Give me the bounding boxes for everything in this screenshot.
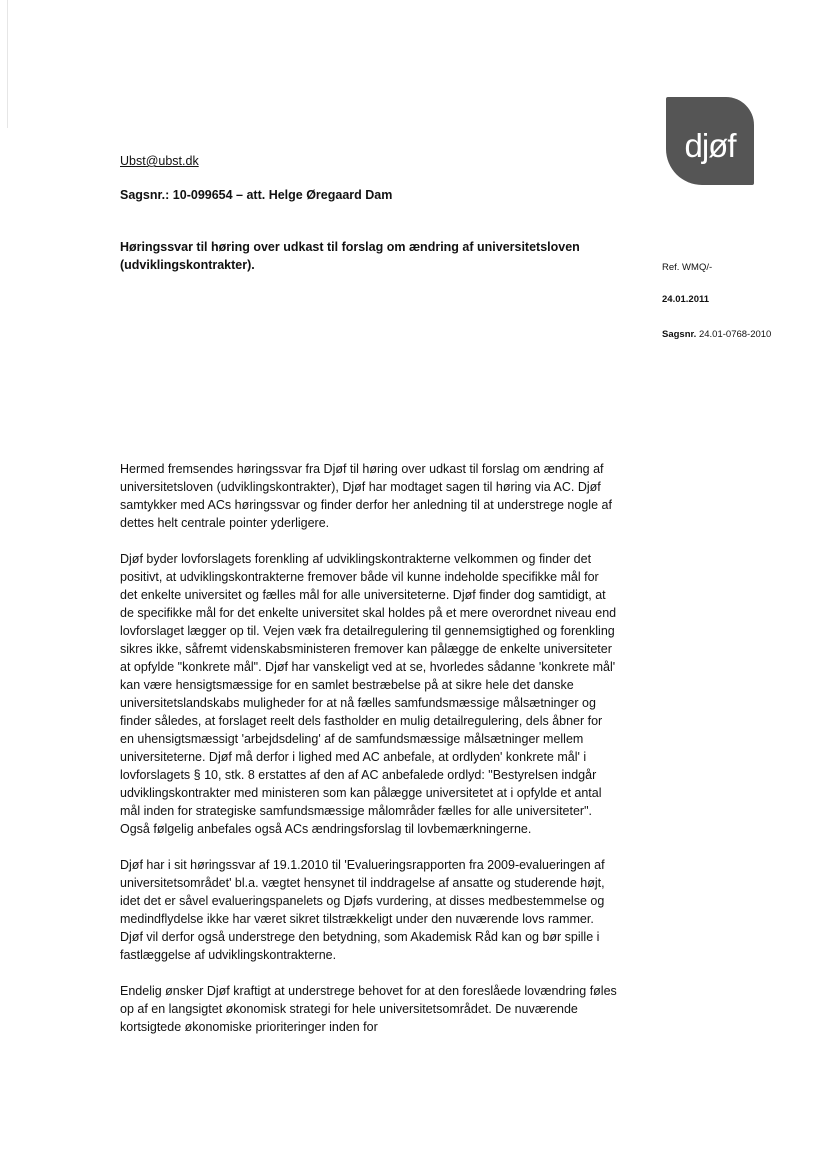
meta-sagsnr-label: Sagsnr. <box>662 329 697 340</box>
djof-logo <box>666 97 754 185</box>
letter-body <box>120 460 618 1054</box>
meta-sagsnr-value: 24.01-0768-2010 <box>698 329 772 340</box>
meta-ref: Ref. WMQ/- <box>662 262 713 273</box>
letter-subject: Høringssvar til høring over udkast til forslag om ændring af universitetsloven (udviklingskontrakter). <box>120 240 580 272</box>
body-paragraph-3: Djøf har i sit høringssvar af 19.1.2010 til 'Evalueringsrapporten fra 2009-evalueringen af universitetsområdet' bl.a. vægtet hensynet til inddragelse af ansatte og studerende højt, idet det er såvel evalueringspanelets og Djøfs vurdering, at disses medbestemmelse og medindflydelse ikke har været sikret tilstrækkeligt under den nuværende lovs rammer. Djøf vil derfor også understrege den betydning, som Akademisk Råd kan og bør spille i fastlæggelse af udviklingskontrakterne. <box>120 858 605 962</box>
meta-date: 24.01.2011 <box>662 294 710 305</box>
logo-text: djøf <box>684 127 736 164</box>
recipient-email[interactable]: Ubst@ubst.dk <box>120 154 199 168</box>
meta-sagsnr <box>662 329 771 340</box>
body-paragraph-1: Hermed fremsendes høringssvar fra Djøf til høring over udkast til forslag om ændring af universitetsloven (udviklingskontrakter), Djøf har modtaget sagen til høring via AC. Djøf samtykker med ACs høringssvar og finder derfor her anledning til at understrege nogle af dettes helt centrale pointer yderligere. <box>120 462 612 530</box>
body-paragraph-4: Endelig ønsker Djøf kraftigt at understrege behovet for at den foreslåede lovændring føles op af en langsigtet økonomisk strategi for hele universitetsområdet. De nuværende kortsigtede økonomiske prioriteringer inden for <box>120 984 617 1034</box>
scan-edge-line <box>7 0 8 128</box>
body-paragraph-2: Djøf byder lovforslagets forenkling af udviklingskontrakterne velkommen og finder det positivt, at udviklingskontrakterne fremover både vil kunne indeholde specifikke mål for det enkelte universitet og fælles mål for alle universiteterne. Djøf finder dog samtidigt, at de specifikke mål for det enkelte universitet skal holdes på et mere overordnet niveau end lovforslaget lægger op til. Vejen væk fra detailregulering til gennemsigtighed og forenkling sikres ikke, såfremt videnskabsministeren fremover kan pålægge de enkelte universiteter at opfylde "konkrete mål". Djøf har vanskeligt ved at se, hvorledes sådanne 'konkrete mål' kan være hensigtsmæssige for en samlet bestræbelse på at sikre hele det danske universitetslandskabs muligheder for at nå fælles samfundsmæssige målsætninger og finder således, at forslaget reelt dels fastholder en mulig detailregulering, dels åbner for en uhensigtsmæssigt 'arbejdsdeling' af de samfundsmæssige målsætninger mellem universiteterne. Djøf må derfor i lighed med AC anbefale, at ordlyden' konkrete mål' i lovforslagets § 10, stk. 8 erstattes af den af AC anbefalede ordlyd: "Bestyrelsen indgår udviklingskontrakter med ministeren som kan pålægge universitetet at i opfylde et antal mål inden for strategiske samfundsmæssige målområder fælles for alle universiteter". Også følgelig anbefales også ACs ændringsforslag til lovbemærkningerne. <box>120 552 617 836</box>
case-reference: Sagsnr.: 10-099654 – att. Helge Øregaard Dam <box>120 188 393 202</box>
